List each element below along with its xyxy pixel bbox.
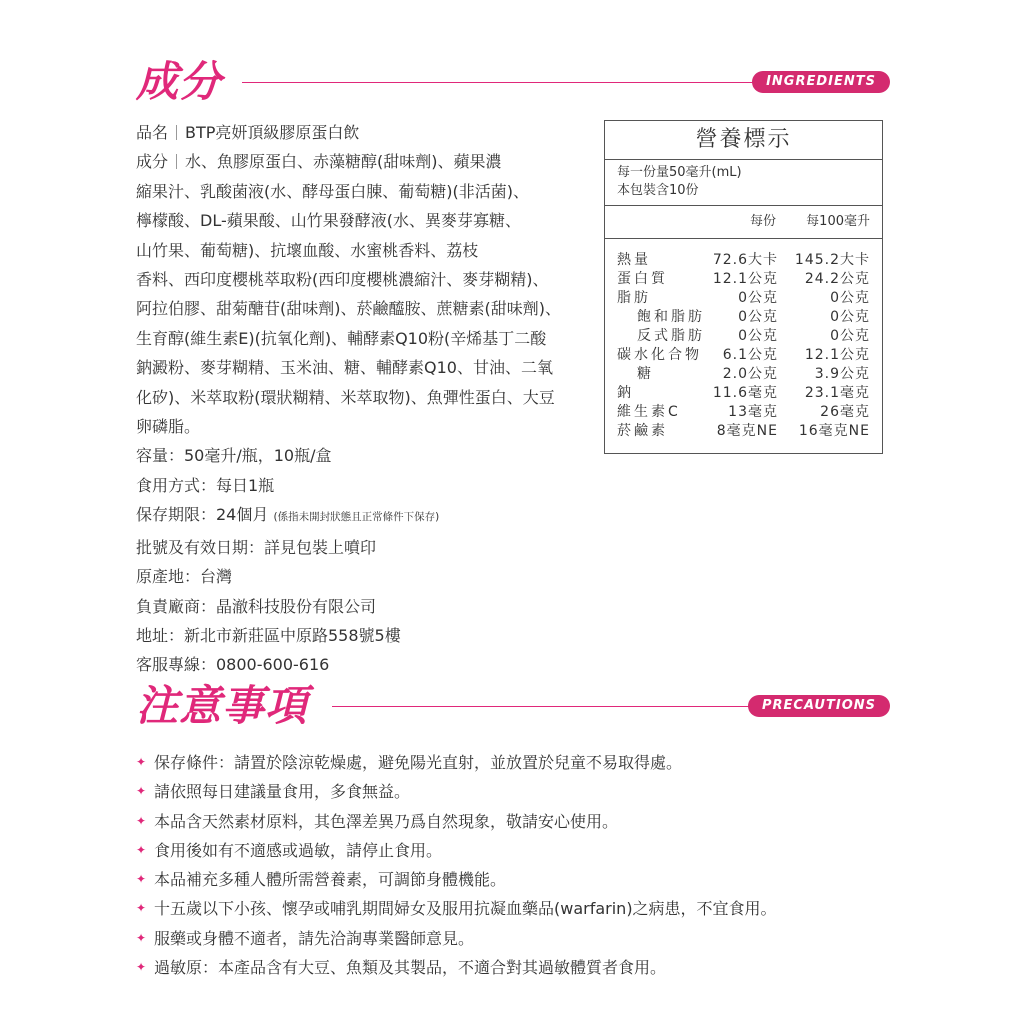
four-point-star-icon: ✦: [136, 930, 147, 945]
ingredients-line: 香料、西印度櫻桃萃取粉(西印度櫻桃濃縮汁、麥芽糊精)、: [136, 270, 549, 290]
nutrition-title: 營養標示: [605, 121, 882, 160]
precaution-item: [136, 865, 896, 894]
precaution-item: [136, 777, 896, 806]
four-point-star-icon: ✦: [136, 813, 147, 828]
ingredients-line: 生育醇(維生素E)(抗氧化劑)、輔酵素Q10粉(辛烯基丁二酸: [136, 328, 547, 348]
hotline: 客服專線：0800-600-616: [136, 655, 330, 675]
ingredients-header: [0, 52, 1024, 112]
manufacturer: 負責廠商：晶澈科技股份有限公司: [136, 596, 377, 616]
nutrient-name: 鈉: [617, 385, 634, 401]
ingredients-label: 成分: [136, 152, 169, 172]
ingredients-line: 山竹果、葡萄糖)、抗壞血酸、水蜜桃香料、荔枝: [136, 240, 479, 260]
ingredients-line: 檸檬酸、DL-蘋果酸、山竹果發酵液(水、異麥芽寡糖、: [136, 211, 521, 231]
four-point-star-icon: ✦: [136, 842, 147, 857]
precautions-header: [0, 676, 1024, 736]
nutrient-per-serving: 2.0公克: [722, 366, 778, 382]
nutrition-rows: [605, 239, 882, 441]
nutrient-per-serving: 8毫克NE: [716, 423, 778, 439]
nutrient-name: 熱量: [617, 252, 651, 268]
nutrient-per-serving: 0公克: [738, 309, 778, 325]
serving-info: [605, 160, 882, 205]
precaution-text: 保存條件：請置於陰涼乾燥處，避免陽光直射，並放置於兒童不易取得處。: [154, 753, 683, 772]
four-point-star-icon: ✦: [136, 872, 147, 887]
nutrition-table: [604, 120, 883, 454]
usage: 食用方式：每日1瓶: [136, 475, 275, 495]
precaution-item: [136, 836, 896, 865]
nutrition-row: [605, 308, 882, 327]
product-name-row: [136, 118, 596, 147]
capacity: 容量：50毫升/瓶，10瓶/盒: [136, 446, 332, 466]
precaution-text: 服藥或身體不適者，請先洽詢專業醫師意見。: [154, 928, 475, 948]
four-point-star-icon: ✦: [136, 960, 147, 975]
nutrient-per-100ml: 0公克: [830, 290, 870, 306]
origin: 原產地：台灣: [136, 567, 233, 587]
nutrient-per-serving: 12.1公克: [712, 271, 778, 287]
nutrient-per-100ml: 3.9公克: [814, 366, 870, 382]
batch-info: 批號及有效日期：詳見包裝上噴印: [136, 537, 377, 557]
nutrient-per-serving: 6.1公克: [722, 347, 778, 363]
nutrition-row: [605, 422, 882, 441]
nutrient-per-serving: 11.6毫克: [712, 385, 778, 401]
precautions-list: [136, 748, 896, 982]
nutrient-name: 菸鹼素: [617, 423, 668, 439]
product-name-value: BTP亮妍頂級膠原蛋白飲: [185, 123, 360, 142]
precaution-text: 本品含天然素材原料，其色澤差異乃爲自然現象，敬請安心使用。: [154, 811, 619, 831]
ingredients-line: 化矽)、米萃取粉(環狀糊精、米萃取物)、魚彈性蛋白、大豆: [136, 387, 555, 407]
precautions-title: 注意事項: [136, 681, 309, 730]
precaution-text: 十五歲以下小孩、懷孕或哺乳期間婦女及服用抗凝血藥品(warfarin)之病患，不宜食用。: [154, 899, 777, 919]
precaution-item: [136, 807, 896, 836]
precaution-text: 本品補充多種人體所需營養素，可調節身體機能。: [154, 870, 507, 890]
label-separator: [176, 125, 177, 140]
nutrient-name: 碳水化合物: [617, 347, 702, 363]
nutrition-row: [605, 327, 882, 346]
shelf-life: 保存期限：24個月: [136, 505, 269, 525]
precaution-item: [136, 924, 896, 953]
ingredients-line: 水、魚膠原蛋白、赤藻糖醇(甜味劑)、蘋果濃: [185, 152, 502, 172]
nutrient-per-100ml: 24.2公克: [804, 271, 870, 287]
nutrient-name: 糖: [637, 366, 654, 382]
nutrition-row: [605, 403, 882, 422]
label-separator: [176, 154, 177, 169]
nutrition-row: [605, 289, 882, 308]
nutrition-row: [605, 384, 882, 403]
nutrient-per-serving: 0公克: [738, 290, 778, 306]
ingredients-title: 成分: [136, 57, 223, 106]
nutrient-per-100ml: 0公克: [830, 309, 870, 325]
ingredients-line: 阿拉伯膠、甜菊醣苷(甜味劑)、菸鹼醯胺、蔗糖素(甜味劑)、: [136, 299, 561, 319]
nutrition-row: [605, 346, 882, 365]
nutrient-per-100ml: 145.2大卡: [794, 252, 870, 268]
four-point-star-icon: ✦: [136, 784, 147, 799]
shelf-life-row: [136, 500, 596, 532]
ingredients-row: [136, 147, 596, 176]
nutrient-per-100ml: 16毫克NE: [798, 423, 870, 439]
ingredients-line: 卵磷脂。: [136, 417, 201, 437]
precaution-text: 請依照每日建議量食用，多食無益。: [154, 782, 411, 802]
product-info: [136, 118, 596, 680]
precaution-text: 過敏原：本產品含有大豆、魚類及其製品，不適合對其過敏體質者食用。: [154, 958, 667, 978]
ingredients-badge: INGREDIENTS: [752, 71, 890, 93]
col-per-serving: 每份: [749, 214, 776, 229]
nutrient-name: 飽和脂肪: [637, 309, 705, 325]
nutrient-per-serving: 72.6大卡: [712, 252, 778, 268]
precaution-item: [136, 748, 896, 777]
nutrient-per-serving: 0公克: [738, 328, 778, 344]
ingredients-line: 鈉澱粉、麥芽糊精、玉米油、糖、輔酵素Q10、甘油、二氧: [136, 358, 553, 378]
nutrient-per-serving: 13毫克: [728, 404, 778, 420]
address: 地址：新北市新莊區中原路558號5樓: [136, 625, 401, 645]
precaution-item: [136, 894, 896, 923]
nutrient-name: 脂肪: [617, 290, 651, 306]
shelf-life-note: (係指未開封狀態且正常條件下保存): [273, 511, 440, 524]
precaution-item: [136, 953, 896, 982]
nutrient-per-100ml: 26毫克: [820, 404, 870, 420]
precaution-text: 食用後如有不適感或過敏，請停止食用。: [154, 840, 443, 860]
nutrient-name: 維生素C: [617, 404, 681, 420]
serving-size: 每一份量50毫升(mL): [617, 165, 742, 180]
nutrient-per-100ml: 12.1公克: [804, 347, 870, 363]
nutrient-name: 蛋白質: [617, 271, 668, 287]
servings-per-pack: 本包裝含10份: [617, 183, 699, 198]
col-per-100ml: 每100毫升: [806, 214, 870, 229]
nutrition-row: [605, 251, 882, 270]
nutrient-name: 反式脂肪: [637, 328, 705, 344]
ingredients-line: 縮果汁、乳酸菌液(水、酵母蛋白腖、葡萄糖)(非活菌)、: [136, 181, 529, 201]
four-point-star-icon: ✦: [136, 901, 147, 916]
nutrient-per-100ml: 0公克: [830, 328, 870, 344]
four-point-star-icon: ✦: [136, 755, 147, 769]
product-name-label: 品名: [136, 123, 169, 142]
nutrition-header-row: [605, 205, 882, 239]
precautions-badge: PRECAUTIONS: [748, 695, 890, 717]
nutrition-row: [605, 365, 882, 384]
nutrition-row: [605, 270, 882, 289]
nutrient-per-100ml: 23.1毫克: [804, 385, 870, 401]
